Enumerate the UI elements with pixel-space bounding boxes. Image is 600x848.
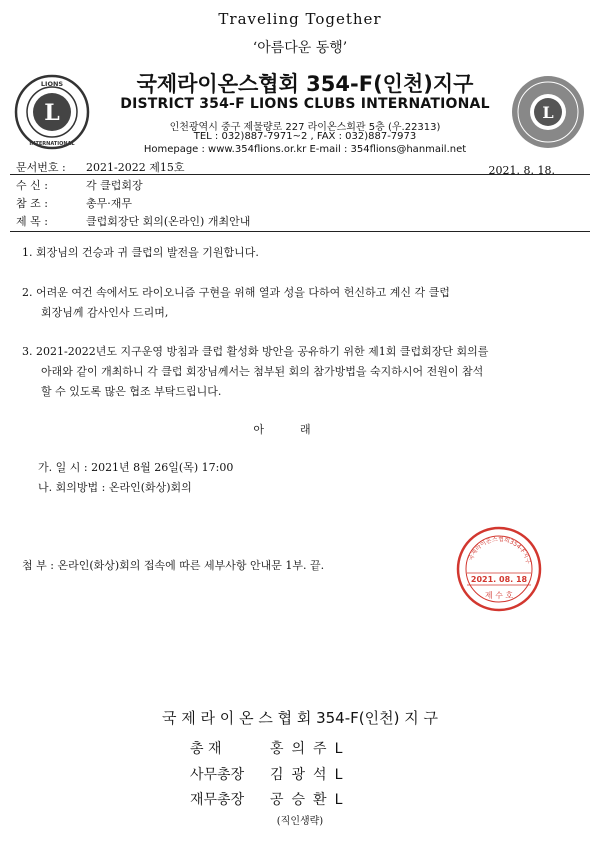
seal-omitted-note: (직인생략) — [276, 816, 324, 827]
paragraph-3-line-2: 아래와 같이 개최하니 각 클럽 회장님께서는 첨부된 회의 참가방법을 숙지하시어 전원이 참석 — [41, 365, 484, 378]
organization-name-english: DISTRICT 354-F LIONS CLUBS INTERNATIONAL — [120, 96, 490, 112]
reference-value: 총무·재무 — [86, 197, 133, 210]
logo-letter: L — [44, 100, 60, 126]
paragraph-3 — [22, 342, 582, 402]
attachment-line: 첨 부 : 온라인(화상)회의 접속에 따른 세부사항 안내문 1부. 끝. — [22, 559, 325, 572]
signer-name: 김광석L — [270, 767, 351, 783]
tel-fax: TEL : 032)887-7971~2 , FAX : 032)887-7973 — [193, 131, 417, 142]
meeting-datetime: 가. 일 시 : 2021년 8월 26일(목) 17:00 — [38, 461, 234, 474]
doc-number-value: 2021-2022 제15호 — [86, 161, 185, 174]
signer-governor — [190, 738, 410, 758]
homepage-email: Homepage : www.354flions.or.kr E-mail : 354flions@hanmail.net — [143, 144, 467, 155]
stamp-date: 2021. 08. 18 — [470, 575, 528, 584]
divider — [10, 231, 590, 232]
signer-name: 홍의주L — [270, 741, 351, 757]
official-seal-stamp — [455, 525, 543, 613]
reference-label: 참 조 : — [16, 197, 48, 210]
slogan-korean: ‘아름다운 동행’ — [252, 40, 348, 56]
logo-bottom-text: INTERNATIONAL — [29, 141, 75, 147]
recipient-label: 수 신 : — [16, 179, 48, 192]
issuer-organization: 국 제 라 이 온 스 협 회 354-F(인천) 지 구 — [162, 709, 438, 727]
paragraph-3-line-3: 할 수 있도록 많은 협조 부탁드립니다. — [41, 385, 222, 398]
district-seal-right — [510, 74, 586, 150]
section-heading-below: 아래 — [253, 423, 347, 436]
svg-text:L: L — [542, 103, 554, 122]
doc-number-label: 문서번호 : — [16, 161, 66, 174]
subject-label: 제 목 : — [16, 215, 48, 228]
meeting-method: 나. 회의방법 : 온라인(화상)회의 — [38, 481, 192, 494]
paragraph-3-line-1: 3. 2021-2022년도 지구운영 방침과 클럽 활성화 방안을 공유하기 위한 제1회 클럽회장단 회의를 — [22, 345, 489, 358]
recipient-value: 각 클럽회장 — [86, 179, 143, 192]
paragraph-1-text: 1. 회장님의 건승과 귀 클럽의 발전을 기원합니다. — [22, 246, 259, 259]
doc-number-row — [16, 159, 184, 175]
subject-row — [16, 213, 250, 229]
logo-top-text: LIONS — [40, 80, 64, 88]
signer-title: 사무총장 — [190, 767, 245, 783]
paragraph-1 — [22, 243, 582, 263]
signer-secretary-general — [190, 764, 410, 784]
paragraph-2-line-2: 회장님께 감사인사 드리며, — [41, 306, 169, 319]
svg-text:제 수 호: 제 수 호 — [484, 591, 514, 600]
paragraph-2-line-1: 2. 어려운 여건 속에서도 라이오니즘 구현을 위해 열과 성을 다하여 헌신하고 계신 각 클럽 — [22, 286, 450, 299]
paragraph-2 — [22, 283, 582, 323]
signer-title: 재무총장 — [190, 792, 245, 808]
signer-treasurer — [190, 789, 410, 809]
subject-value: 클럽회장단 회의(온라인) 개최안내 — [86, 215, 251, 228]
reference-row — [16, 195, 132, 211]
svg-text:국제라이온스협회354-F지구: 국제라이온스협회354-F지구 — [467, 535, 532, 565]
recipient-row — [16, 177, 143, 193]
signer-title: 총 재 — [190, 741, 222, 757]
divider — [10, 174, 590, 175]
slogan-english: Traveling Together — [218, 10, 382, 28]
address: 인천광역시 중구 제물량로 227 라이온스회관 5층 (우.22313) — [169, 122, 441, 133]
lions-logo-left — [14, 74, 90, 150]
organization-name-korean: 국제라이온스협회 354-F(인천)지구 — [136, 72, 474, 96]
signer-name: 공승환L — [270, 792, 351, 808]
document-date: 2021. 8. 18. — [488, 164, 555, 177]
